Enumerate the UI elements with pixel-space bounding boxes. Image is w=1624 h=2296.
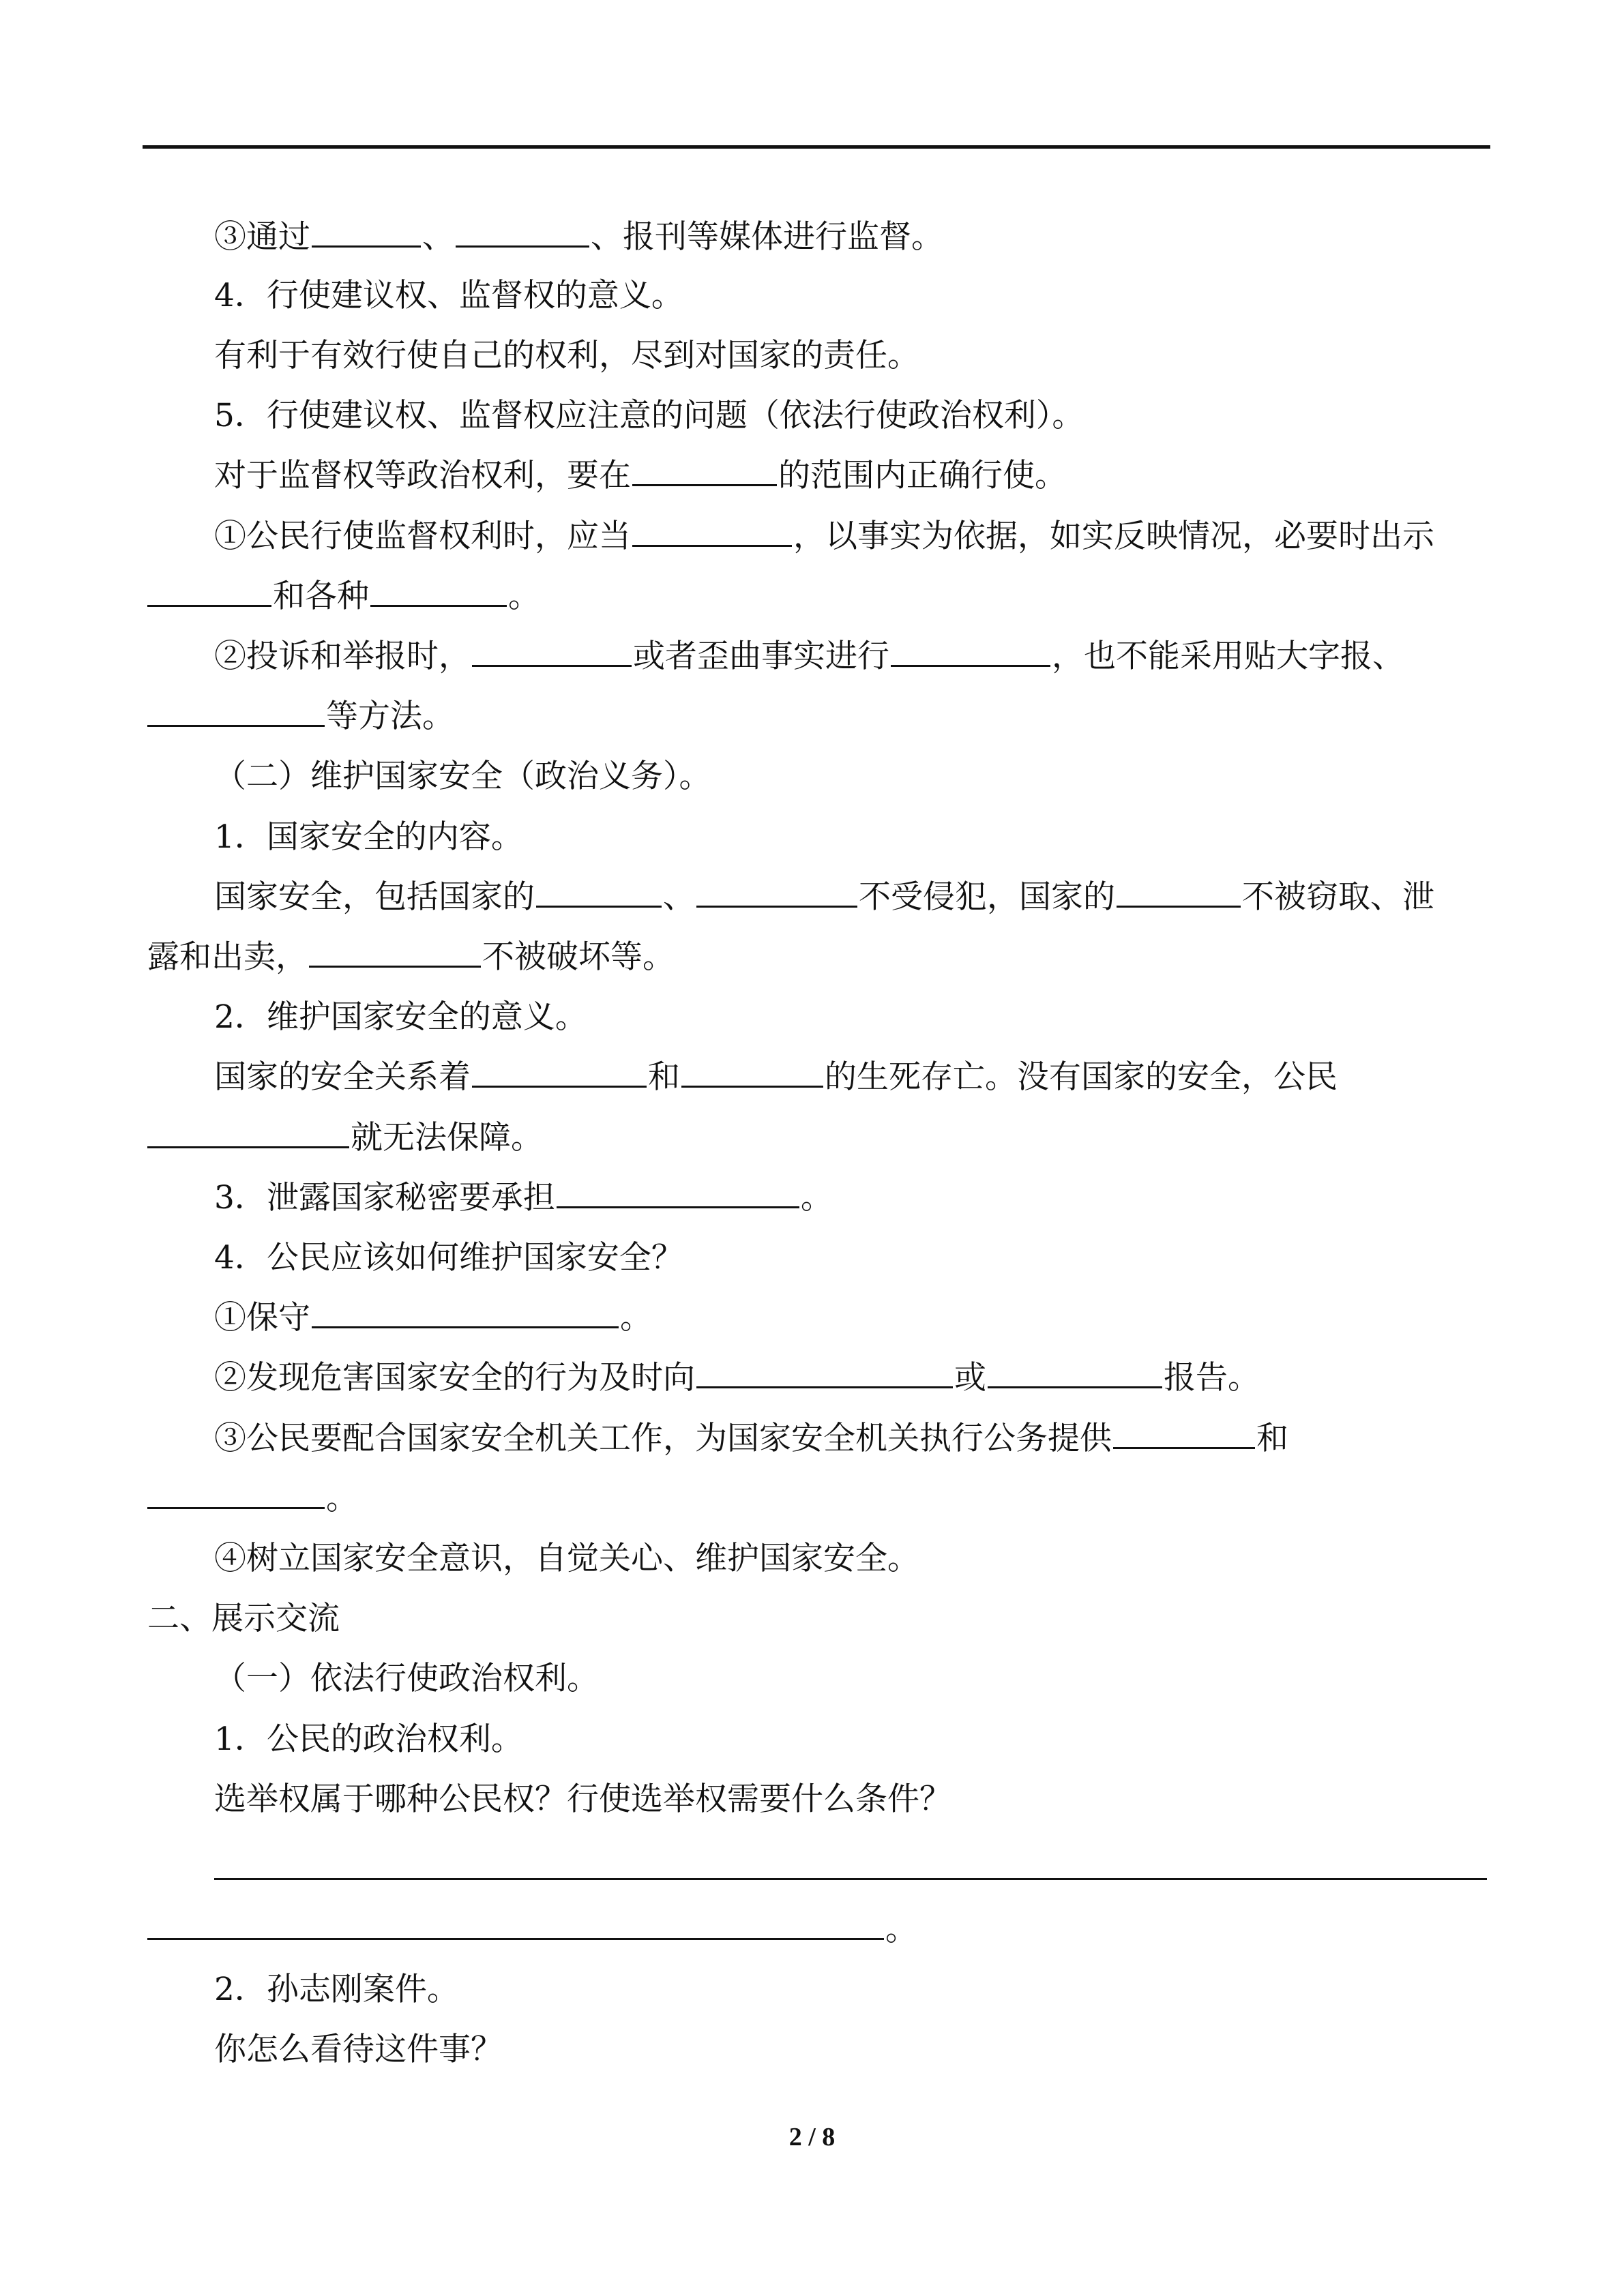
blank-field[interactable] — [1113, 1420, 1255, 1449]
blank-field[interactable] — [696, 878, 857, 908]
text-line: 。 — [147, 1478, 358, 1519]
question-line: 选举权属于哪种公民权？行使选举权需要什么条件？ — [214, 1780, 951, 1818]
blank-field[interactable] — [456, 218, 589, 248]
text-line: 就无法保障。 — [147, 1118, 543, 1159]
section-heading: （二）维护国家安全（政治义务）。 — [214, 758, 711, 795]
question-line: 你怎么看待这件事？ — [214, 2031, 503, 2068]
heading-line: 2．孙志刚案件。 — [214, 1971, 459, 2008]
header-rule — [143, 145, 1490, 149]
text-line: 国家的安全关系着 和 的生死存亡。没有国家的安全，公民 — [214, 1058, 1338, 1096]
blank-field[interactable] — [147, 1119, 349, 1148]
blank-field[interactable] — [472, 1058, 647, 1088]
text-line: ②投诉和举报时， 或者歪曲事实进行 ，也不能采用贴大字报、 — [214, 638, 1404, 675]
blank-field[interactable] — [681, 1058, 823, 1088]
text-line: 3．泄露国家秘密要承担 。 — [214, 1179, 833, 1217]
blank-field[interactable] — [1117, 878, 1241, 908]
answer-line[interactable] — [214, 1878, 1487, 1880]
text-line: ③公民要配合国家安全机关工作，为国家安全机关执行公务提供 和 — [214, 1420, 1288, 1457]
blank-field[interactable] — [312, 218, 421, 248]
text-line: ②发现危害国家安全的行为及时向 或 报告。 — [214, 1359, 1260, 1397]
blank-field[interactable] — [632, 518, 792, 547]
blank-field[interactable] — [696, 1359, 953, 1388]
blank-field[interactable] — [988, 1359, 1162, 1388]
blank-field[interactable] — [536, 878, 662, 908]
text-line: 对于监督权等政治权利，要在 的范围内正确行使。 — [214, 457, 1067, 494]
text-line: ①公民行使监督权利时，应当 ，以事实为依据，如实反映情况，必要时出示 — [214, 518, 1434, 555]
blank-field[interactable] — [632, 457, 777, 486]
text-line: ④树立国家安全意识，自觉关心、维护国家安全。 — [214, 1540, 919, 1577]
blank-field[interactable] — [557, 1179, 799, 1208]
text-line: 等方法。 — [147, 696, 454, 737]
answer-line[interactable] — [147, 1911, 884, 1940]
heading-line: 4．行使建议权、监督权的意义。 — [214, 277, 683, 314]
heading-line: 2．维护国家安全的意义。 — [214, 998, 587, 1036]
text-line: 。 — [147, 1909, 917, 1950]
heading-line: 1．公民的政治权利。 — [214, 1720, 523, 1758]
page-number: 2 / 8 — [788, 2123, 836, 2151]
text-line: 和各种 。 — [147, 576, 540, 617]
heading-line: 4．公民应该如何维护国家安全？ — [214, 1239, 683, 1277]
text-line: ③通过 、 、报刊等媒体进行监督。 — [214, 218, 943, 256]
text-line: 国家安全，包括国家的 、 不受侵犯，国家的 不被窃取、泄 — [214, 878, 1434, 916]
text-line: 有利于有效行使自己的权利，尽到对国家的责任。 — [214, 337, 919, 374]
text-line: ①保守 。 — [214, 1299, 652, 1337]
blank-field[interactable] — [147, 1480, 325, 1509]
text-line: 露和出卖， 不被破坏等。 — [147, 938, 675, 976]
blank-field[interactable] — [147, 698, 325, 727]
section-heading: 二、展示交流 — [147, 1600, 340, 1637]
section-heading: （一）依法行使政治权利。 — [214, 1660, 599, 1697]
heading-line: 1．国家安全的内容。 — [214, 818, 523, 856]
blank-field[interactable] — [891, 638, 1050, 667]
heading-line: 5．行使建议权、监督权应注意的问题（依法行使政治权利）。 — [214, 397, 1084, 434]
blank-field[interactable] — [312, 1299, 619, 1328]
blank-field[interactable] — [370, 578, 507, 607]
blank-field[interactable] — [147, 578, 271, 607]
blank-field[interactable] — [472, 638, 632, 667]
blank-field[interactable] — [309, 938, 481, 968]
